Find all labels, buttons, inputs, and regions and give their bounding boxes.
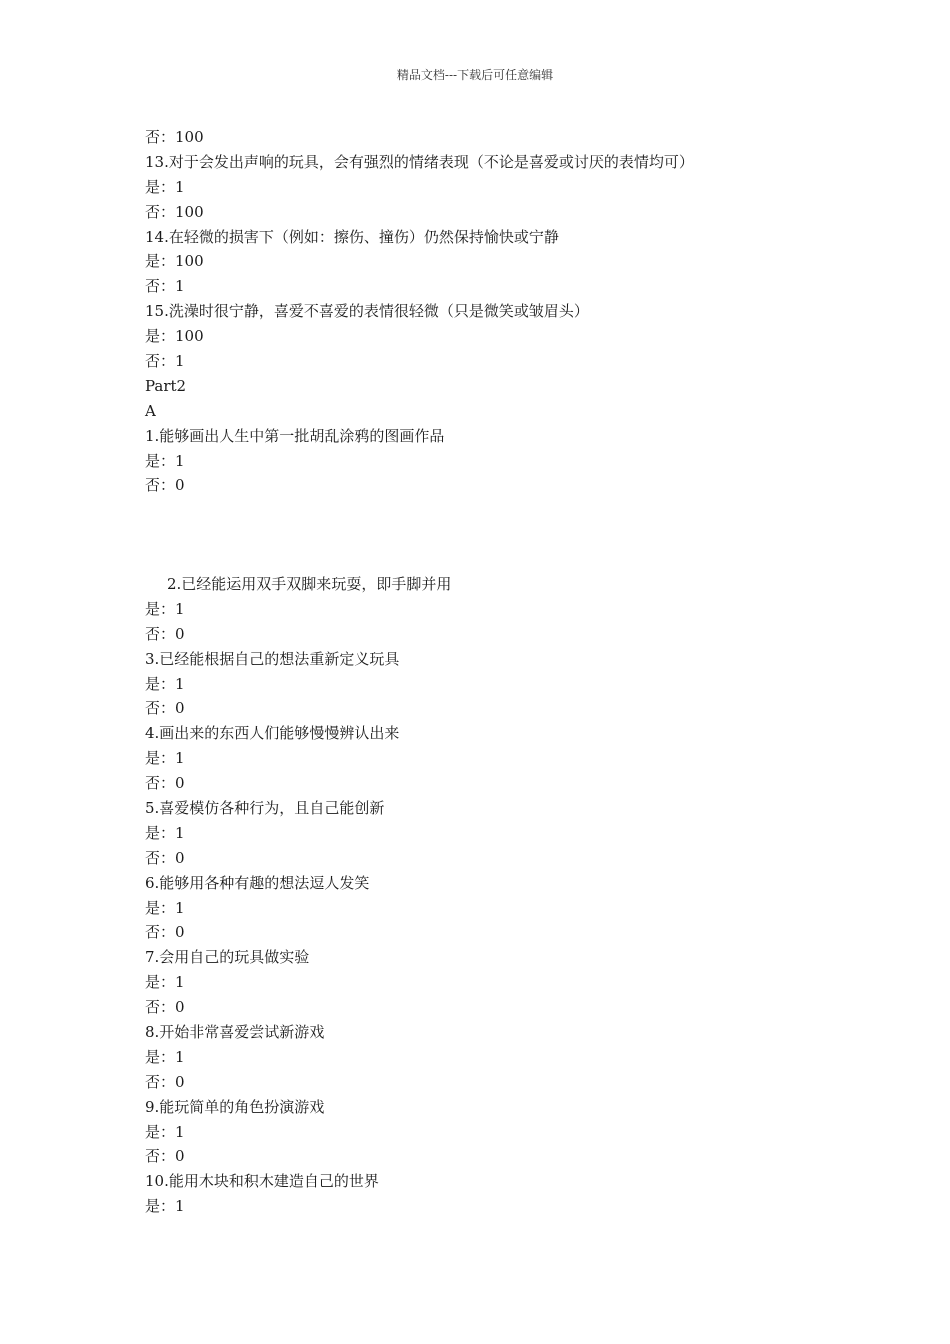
document-body-top	[145, 125, 845, 498]
question-line: 2.已经能运用双手双脚来玩耍，即手脚并用	[167, 575, 452, 593]
answer-line: 否：0	[145, 923, 185, 942]
answer-line: 否：0	[145, 624, 185, 643]
answer-line: 是：100	[145, 252, 204, 271]
answer-line: 是：1	[145, 823, 185, 842]
answer-line: 是：1	[145, 1197, 185, 1216]
answer-line: 否：0	[145, 476, 185, 495]
answer-line: 否：100	[145, 128, 204, 146]
answer-line: 是：1	[145, 973, 185, 992]
answer-line: 是：1	[145, 749, 185, 768]
question-line: 13.对于会发出声响的玩具，会有强烈的情绪表现（不论是喜爱或讨厌的表情均可）	[145, 152, 694, 171]
answer-line: 是：1	[145, 898, 185, 917]
answer-line: 是：1	[145, 599, 185, 618]
answer-line: 否：100	[145, 202, 204, 221]
document-body-bottom	[145, 572, 845, 1219]
question-line: 7.会用自己的玩具做实验	[145, 948, 310, 967]
answer-line: 是：1	[145, 674, 185, 693]
answer-line: 否：1	[145, 277, 185, 296]
answer-line: 是：1	[145, 451, 185, 470]
answer-line: 否：1	[145, 352, 185, 371]
answer-line: 是：1	[145, 1122, 185, 1141]
answer-line: 否：0	[145, 1147, 185, 1166]
answer-line: 否：0	[145, 998, 185, 1017]
answer-line: 是：100	[145, 327, 204, 346]
question-line: 9.能玩简单的角色扮演游戏	[145, 1097, 325, 1116]
question-line: 15.洗澡时很宁静，喜爱不喜爱的表情很轻微（只是微笑或皱眉头）	[145, 302, 589, 321]
question-line: 14.在轻微的损害下（例如：擦伤、撞伤）仍然保持愉快或宁静	[145, 227, 559, 246]
answer-line: 是：1	[145, 177, 185, 196]
answer-line: 是：1	[145, 1047, 185, 1066]
question-line: 6.能够用各种有趣的想法逗人发笑	[145, 873, 370, 892]
answer-line: 否：0	[145, 699, 185, 718]
subsection-heading: A	[145, 401, 156, 420]
question-line: 3.已经能根据自己的想法重新定义玩具	[145, 649, 400, 668]
question-line: 4.画出来的东西人们能够慢慢辨认出来	[145, 724, 400, 743]
question-line: 1.能够画出人生中第一批胡乱涂鸦的图画作品	[145, 426, 445, 445]
question-line: 10.能用木块和积木建造自己的世界	[145, 1172, 379, 1191]
answer-line: 否：0	[145, 848, 185, 867]
question-line: 8.开始非常喜爱尝试新游戏	[145, 1023, 325, 1042]
answer-line: 否：0	[145, 1072, 185, 1091]
page-header: 精品文档---下载后可任意编辑	[396, 68, 554, 82]
answer-line: 否：0	[145, 774, 185, 793]
section-heading: Part2	[145, 376, 187, 395]
question-line: 5.喜爱模仿各种行为，且自己能创新	[145, 799, 385, 818]
